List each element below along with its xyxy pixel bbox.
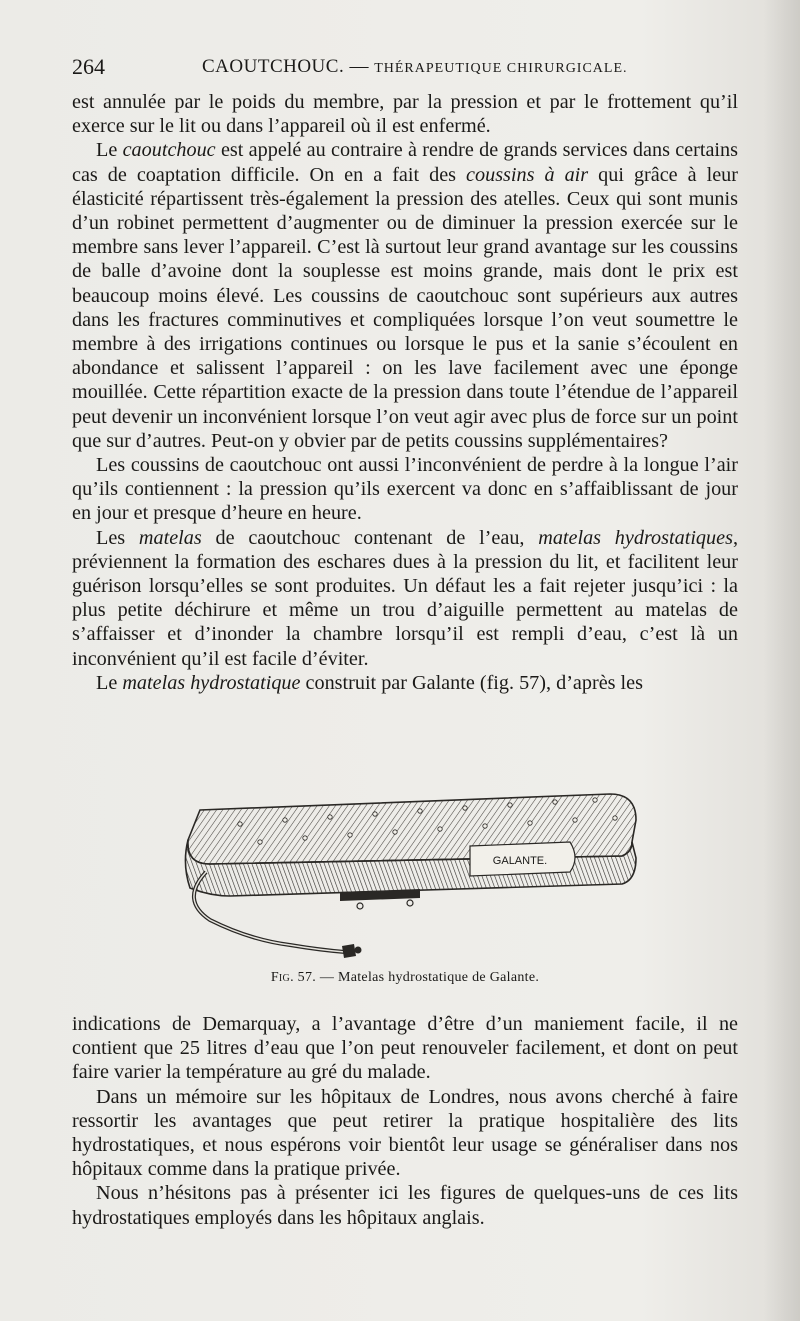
page-gutter-shadow <box>764 0 800 1321</box>
fitting-ring-icon <box>407 900 413 906</box>
text-run: construit par Galante (fig. 57), d’après les <box>300 671 643 694</box>
caption-separator: — <box>316 970 338 985</box>
emphasis-matelas: matelas <box>138 526 202 549</box>
paragraph-figures: Nous n’hésitons pas à présenter ici les figures de quelques-uns de ces lits hydrostatiques employés dans les hôpitaux anglais. <box>72 1182 738 1229</box>
paragraph-londres: Dans un mémoire sur les hôpitaux de Londres, nous avons cherché à faire ressortir les avantages que peut retirer la pratique hospitalière des lits hydrostatiques, et nous espérons voir bientôt leur usage se généraliser dans nos hôpitaux comme dans la pratique privée. <box>72 1085 738 1181</box>
paragraph-caoutchouc <box>72 138 738 453</box>
hose-nozzle-icon <box>355 947 362 954</box>
running-subtitle: THÉRAPEUTIQUE CHIRURGICALE. <box>374 61 628 76</box>
fitting-ring-icon <box>357 903 363 909</box>
paragraph-inconvenient: Les coussins de caoutchouc ont aussi l’inconvénient de perdre à la longue l’air qu’ils contiennent : la pression qu’ils exercent va donc en s’affaiblissant de jour en jour et presque d’heure en heure. <box>72 454 738 525</box>
paragraph-continued: est annulée par le poids du membre, par la pression et par le frottement qu’il exerce sur le lit ou dans l’appareil où il est enfermé. <box>72 91 738 138</box>
figure-caption <box>72 970 738 986</box>
text-run: qui grâce à leur élasticité répartissent très-également la pression des atelles. Ceux qui sont munis d’un robinet permettent d’augmenter ou de diminuer la pression exercée sur le membre sans lever l’appareil. C’est là surtout leur grand avantage sur les coussins de balle d’avoine dont la souplesse est moins grande, mais dont le prix est beaucoup moins élevé. Les coussins de caoutchouc sont supérieurs aux autres dans les fractures comminutives et compliquées lorsque l’on veut soumettre le membre à des irrigations continues ou lorsque le pus et la sanie s’écoulent en abondance et salissent l’appareil : on les lave facilement avec une éponge mouillée. Cette répartition exacte de la pression dans toute l’étendue de l’appareil peut devenir un inconvénient lorsque l’on veut agir avec plus de force sur un point que sur d’autres. Peut-on y obvier par de petits coussins supplémentaires? <box>72 163 739 452</box>
text-run: , préviennent la formation des eschares dues à la pression du lit, et facilitent leur guérison lorsqu’elles se sont produites. Un défaut les a fait rejeter jusqu’ici : la plus petite déchirure et même un trou d’aiguille permettent au matelas de s’affaisser et d’inonder la chambre lorsqu’il est rempli d’eau, c’est là un inconvénient qu’il est facile d’éviter. <box>72 526 738 670</box>
hose-tap-icon <box>342 944 356 958</box>
paragraph-demarquay: indications de Demarquay, a l’avantage d’être d’un maniement facile, il ne contient que 25 litres d’eau que l’on peut renouveler facilement, et dont on peut faire varier la température au gré du malade. <box>72 1013 738 1084</box>
emphasis-coussins-a-air: coussins à air <box>466 163 589 186</box>
text-run: de caoutchouc contenant de l’eau, <box>201 526 539 549</box>
figure-57-mattress-illustration <box>170 780 650 970</box>
paragraph-matelas <box>72 526 738 671</box>
text-run: Le <box>96 139 123 162</box>
bottom-text-block <box>72 1012 738 1230</box>
figure-number: Fig. 57. <box>270 970 317 985</box>
page-header <box>72 54 740 84</box>
emphasis-matelas-hydrostatiques: matelas hydrostatiques <box>538 526 733 549</box>
emphasis-caoutchouc: caoutchouc <box>122 139 216 162</box>
page-number: 264 <box>72 54 105 79</box>
mattress-label: GALANTE. <box>492 855 548 867</box>
running-title: CAOUTCHOUC. <box>202 56 345 77</box>
running-separator: — <box>344 56 375 77</box>
caption-text: Matelas hydrostatique de Galante. <box>337 970 540 985</box>
text-run: Le <box>96 671 123 694</box>
text-run: Les <box>96 526 139 549</box>
mattress-engraving <box>170 780 650 970</box>
running-head <box>202 56 628 78</box>
paragraph-galante-intro <box>72 671 738 695</box>
top-text-block <box>72 90 738 695</box>
text-run: est appelé au contraire à rendre de grands services dans certains cas de coaptation difficile. On en a fait des <box>72 139 738 186</box>
emphasis-matelas-hydrostatique: matelas hydrostatique <box>122 671 301 694</box>
